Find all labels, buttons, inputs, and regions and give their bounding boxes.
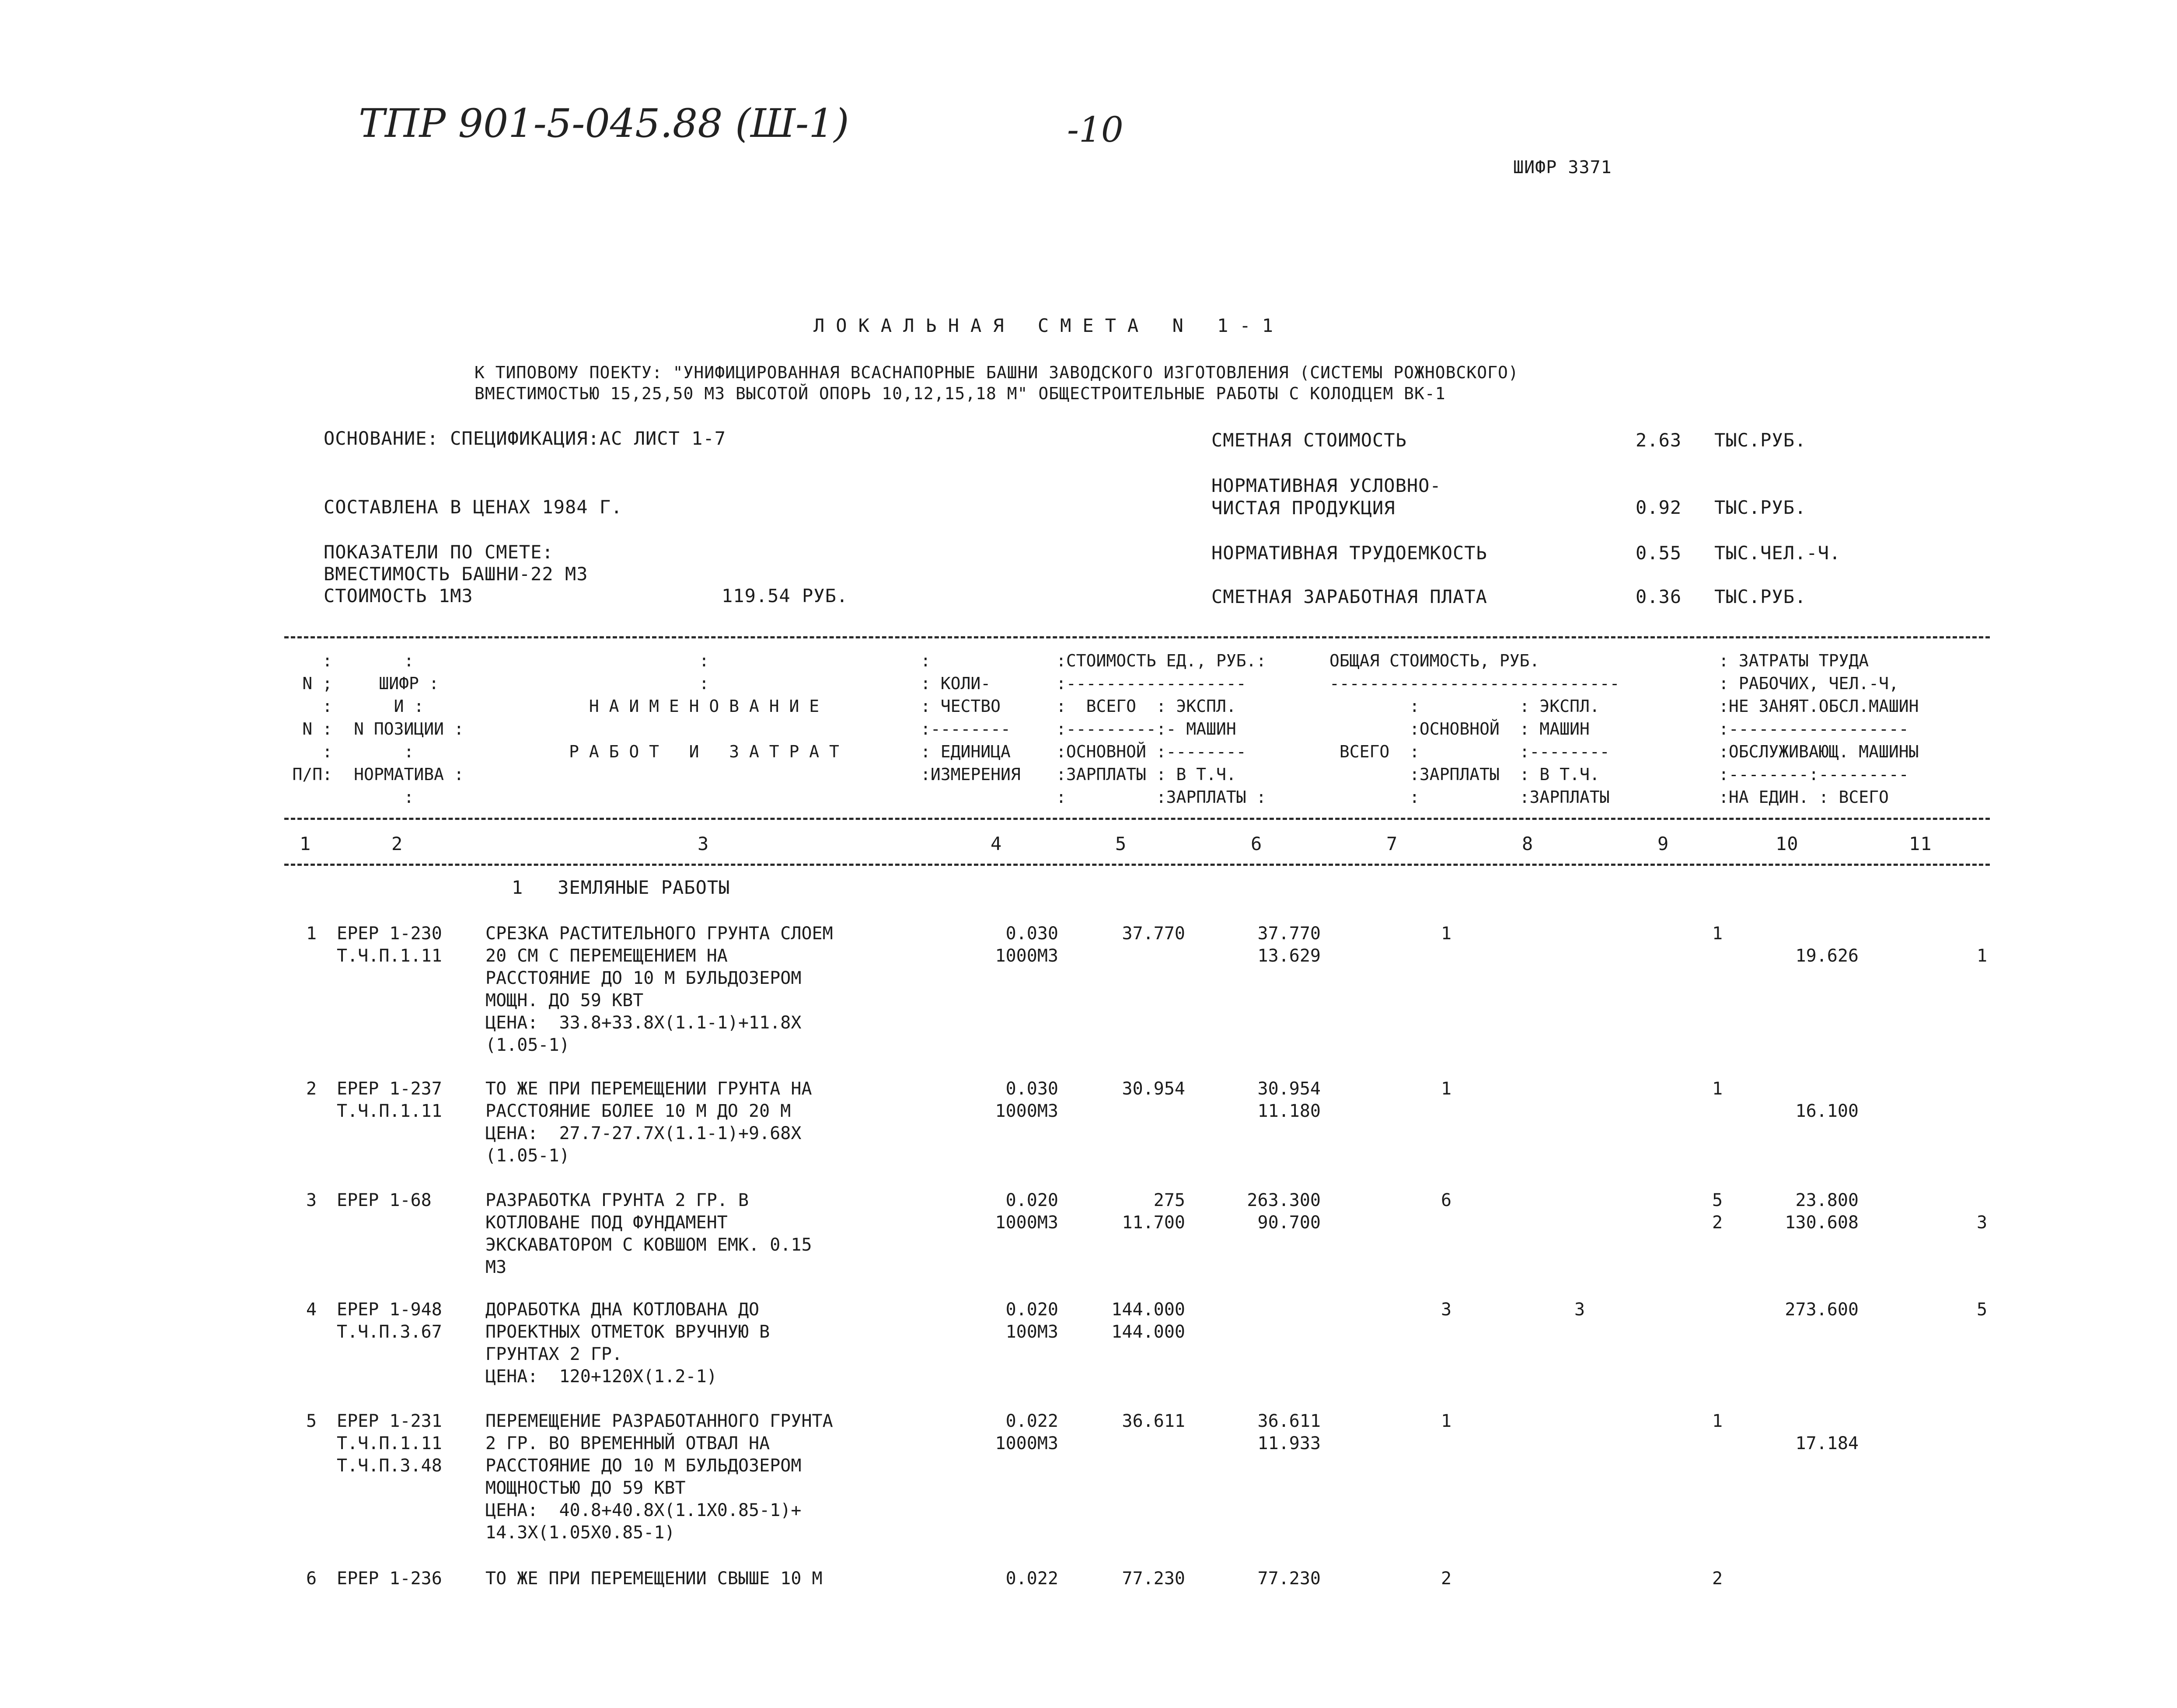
net-product-unit: ТЫС.РУБ. [1714,497,1807,518]
document-title: ЛОКАЛЬНАЯ СМЕТА N 1-1 [813,315,1285,336]
section-heading: 1 ЗЕМЛЯНЫЕ РАБОТЫ [512,877,730,898]
row-1-n: 1 [306,924,317,944]
header-col-name: : : Н А И М Е Н О В А Н И Е Р А Б О Т И З А Т Р А Т [569,651,839,761]
numbers-rule [284,864,1990,866]
row-6-machines: 2 [1712,1569,1723,1589]
col-number-3: 3 [698,833,709,854]
doc-code-handwritten: ТПР 901-5-045.88 (Ш-1) [359,101,849,146]
row-2-code: ЕРЕР 1-237 Т.Ч.П.1.11 [337,1079,442,1121]
row-3-code: ЕРЕР 1-68 [337,1190,432,1210]
row-5-qty: 0.022 1000М3 [995,1411,1058,1454]
col-number-2: 2 [391,833,403,854]
header-col-total-cost: ОБЩАЯ СТОИМОСТЬ, РУБ. ----------------------------- : : ЭКСПЛ. :ОСНОВНОЙ : МАШИН ВСЕГО : :-------- :ЗАРПЛАТЫ : В Т.Ч. : :ЗАРПЛАТЫ [1329,651,1620,807]
subtitle-line-2: ВМЕСТИМОСТЬЮ 15,25,50 М3 ВЫСОТОЙ ОПОРЬ 10,12,15,18 М" ОБЩЕСТРОИТЕЛЬНЫЕ РАБОТЫ С КОЛОДЦЕМ ВК-1 [474,384,1446,403]
row-1-machines: 1 [1712,924,1723,944]
row-4-labor-unit: 273.600 [1785,1300,1859,1320]
labor-intensity-value: 0.55 [1636,542,1682,564]
wages-unit: ТЫС.РУБ. [1714,586,1807,607]
subtitle-line-1: К ТИПОВОМУ ПОЕКТУ: "УНИФИЦИРОВАННАЯ ВСАСНАПОРНЫЕ БАШНИ ЗАВОДСКОГО ИЗГОТОВЛЕНИЯ (СИСТЕМЫ РОЖНОВСКОГО) [474,363,1519,382]
net-product-label: НОРМАТИВНАЯ УСЛОВНО- ЧИСТАЯ ПРОДУКЦИЯ [1211,475,1441,519]
row-4-labor-total: 5 [1977,1300,1988,1320]
row-1-unit-total: 37.770 [1122,924,1185,944]
row-6-qty: 0.022 [1005,1569,1058,1589]
col-number-1: 1 [300,833,311,854]
wages-label: СМЕТНАЯ ЗАРАБОТНАЯ ПЛАТА [1211,586,1487,607]
labor-intensity-label: НОРМАТИВНАЯ ТРУДОЕМКОСТЬ [1211,542,1487,564]
labor-intensity-unit: ТЫС.ЧЕЛ.-Ч. [1714,542,1841,564]
row-5-unit-machines: 36.611 11.933 [1257,1411,1321,1454]
col-number-5: 5 [1115,833,1127,854]
row-2-n: 2 [306,1079,317,1099]
row-5-name: ПЕРЕМЕЩЕНИЕ РАЗРАБОТАННОГО ГРУНТА 2 ГР. ВО ВРЕМЕННЫЙ ОТВАЛ НА РАССТОЯНИЕ ДО 10 М БУЛЬДОЗЕРОМ МОЩНОСТЬЮ ДО 59 КВТ ЦЕНА: 40.8+40.8X(1.1X0.85-1)+ 14.3X(1.05X0.85-1) [485,1411,833,1543]
row-1-unit-machines: 37.770 13.629 [1257,924,1321,966]
col-number-9: 9 [1657,833,1669,854]
row-2-name: ТО ЖЕ ПРИ ПЕРЕМЕЩЕНИИ ГРУНТА НА РАССТОЯНИЕ БОЛЕЕ 10 М ДО 20 М ЦЕНА: 27.7-27.7X(1.1-1)+9.68X (1.05-1) [485,1079,812,1166]
estimate-cost-unit: ТЫС.РУБ. [1714,429,1807,451]
row-2-unit-machines: 30.954 11.180 [1257,1079,1321,1121]
row-4-qty: 0.020 100М3 [1005,1300,1058,1342]
row-2-unit-total: 30.954 [1122,1079,1185,1099]
header-col-code: : ШИФР : И : N ПОЗИЦИИ : : НОРМАТИВА : : [354,651,464,807]
row-3-unit-total: 275 11.700 [1122,1190,1185,1233]
indicators-label: ПОКАЗАТЕЛИ ПО СМЕТЕ: [324,541,554,563]
row-2-machines: 1 [1712,1079,1723,1099]
basis-text: ОСНОВАНИЕ: СПЕЦИФИКАЦИЯ:АС ЛИСТ 1-7 [324,428,726,449]
header-col-labor: : ЗАТРАТЫ ТРУДА : РАБОЧИХ, ЧЕЛ.-Ч, :НЕ ЗАНЯТ.ОБСЛ.МАШИН :------------------ :ОБСЛУЖИВАЮЩ. МАШИНЫ :--------:--------- :НА ЕДИН. : ВСЕГО [1719,651,1919,807]
row-4-wages: 3 [1574,1300,1585,1320]
row-2-qty: 0.030 1000М3 [995,1079,1058,1121]
row-5-code: ЕРЕР 1-231 Т.Ч.П.1.11 Т.Ч.П.3.48 [337,1411,442,1476]
row-3-name: РАЗРАБОТКА ГРУНТА 2 ГР. В КОТЛОВАНЕ ПОД ФУНДАМЕНТ ЭКСКАВАТОРОМ С КОВШОМ ЕМК. 0.15 М3 [485,1190,812,1277]
row-5-machines: 1 [1712,1411,1723,1431]
row-3-labor-total: 3 [1977,1213,1988,1233]
row-5-unit-total: 36.611 [1122,1411,1185,1431]
row-1-qty: 0.030 1000М3 [995,924,1058,966]
row-5-labor-unit: 17.184 [1795,1433,1859,1454]
col-number-11: 11 [1909,833,1932,854]
row-4-n: 4 [306,1300,317,1320]
net-product-value: 0.92 [1636,497,1682,518]
row-1-labor-unit: 19.626 [1795,946,1859,966]
prices-text: СОСТАВЛЕНА В ЦЕНАХ 1984 Г. [324,496,623,518]
table-top-rule [284,636,1990,638]
row-4-total: 3 [1441,1300,1452,1320]
col-number-4: 4 [991,833,1002,854]
row-4-code: ЕРЕР 1-948 Т.Ч.П.3.67 [337,1300,442,1342]
row-6-name: ТО ЖЕ ПРИ ПЕРЕМЕЩЕНИИ СВЫШЕ 10 М [485,1569,823,1589]
header-col-unit-cost: :СТОИМОСТЬ ЕД., РУБ.: :------------------ : ВСЕГО : ЭКСПЛ. :---------:- МАШИН :ОСНОВНОЙ :-------- :ЗАРПЛАТЫ : В Т.Ч. : :ЗАРПЛАТЫ : [1056,651,1266,807]
capacity-text: ВМЕСТИМОСТЬ БАШНИ-22 М3 [324,563,588,585]
row-6-total: 2 [1441,1569,1452,1589]
row-6-unit-machines: 77.230 [1257,1569,1321,1589]
row-5-n: 5 [306,1411,317,1431]
row-6-code: ЕРЕР 1-236 [337,1569,442,1589]
row-4-unit-total: 144.000 144.000 [1111,1300,1185,1342]
row-4-name: ДОРАБОТКА ДНА КОТЛОВАНА ДО ПРОЕКТНЫХ ОТМЕТОК ВРУЧНУЮ В ГРУНТАХ 2 ГР. ЦЕНА: 120+120X(1.2-1) [485,1300,770,1387]
estimate-cost-value: 2.63 [1636,429,1682,451]
header-col-n: : N ; : N : : П/П: [292,651,332,784]
col-number-10: 10 [1776,833,1799,854]
wages-value: 0.36 [1636,586,1682,607]
row-1-name: СРЕЗКА РАСТИТЕЛЬНОГО ГРУНТА СЛОЕМ 20 СМ С ПЕРЕМЕЩЕНИЕМ НА РАССТОЯНИЕ ДО 10 М БУЛЬДОЗЕРОМ МОЩН. ДО 59 КВТ ЦЕНА: 33.8+33.8X(1.1-1)+11.8X (1.05-1) [485,924,833,1055]
row-3-machines: 5 2 [1712,1190,1723,1233]
col-number-6: 6 [1251,833,1263,854]
row-3-qty: 0.020 1000М3 [995,1190,1058,1233]
row-2-total: 1 [1441,1079,1452,1099]
header-col-qty: : : КОЛИ- : ЧЕСТВО :-------- : ЕДИНИЦА :ИЗМЕРЕНИЯ [921,651,1021,784]
row-1-code: ЕРЕР 1-230 Т.Ч.П.1.11 [337,924,442,966]
col-number-7: 7 [1386,833,1398,854]
row-2-labor-unit: 16.100 [1795,1101,1859,1121]
estimate-cost-label: СМЕТНАЯ СТОИМОСТЬ [1211,429,1407,451]
row-6-n: 6 [306,1569,317,1589]
col-number-8: 8 [1522,833,1534,854]
cipher: ШИФР 3371 [1513,157,1612,178]
row-6-unit-total: 77.230 [1122,1569,1185,1589]
row-1-total: 1 [1441,924,1452,944]
row-3-total: 6 [1441,1190,1452,1210]
cost-per-m3-value: 119.54 РУБ. [722,585,848,607]
row-3-labor-unit: 23.800 130.608 [1785,1190,1859,1233]
header-rule [284,818,1990,820]
row-1-labor-total: 1 [1977,946,1988,966]
row-3-unit-machines: 263.300 90.700 [1247,1190,1321,1233]
cost-per-m3-label: СТОИМОСТЬ 1М3 [324,585,473,607]
row-3-n: 3 [306,1190,317,1210]
page-number-handwritten: -10 [1067,109,1123,150]
row-5-total: 1 [1441,1411,1452,1431]
